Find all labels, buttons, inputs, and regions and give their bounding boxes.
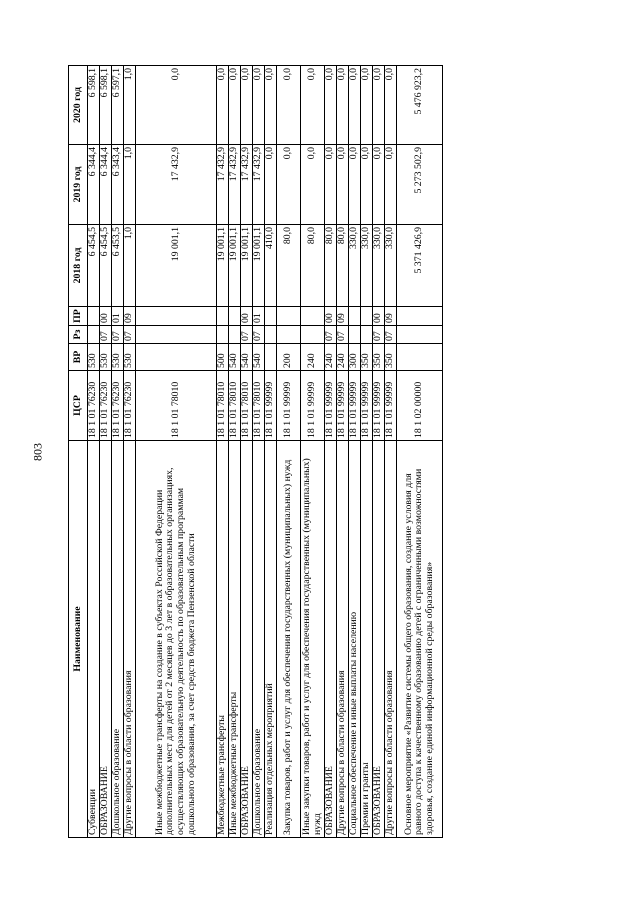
row-2019: 17 432,9 <box>241 145 253 225</box>
row-2020: 0,0 <box>361 66 373 145</box>
row-csr: 18 1 01 78010 <box>217 371 229 441</box>
table-row <box>88 66 100 838</box>
row-rz: 07 <box>241 326 253 344</box>
row-csr: 18 1 01 99999 <box>277 371 301 441</box>
row-csr: 18 1 01 78010 <box>241 371 253 441</box>
table-row <box>325 66 337 838</box>
row-2019: 17 432,9 <box>217 145 229 225</box>
row-rz: 07 <box>100 326 112 344</box>
row-name: Иные межбюджетные трансферты на создание в субъектах Российской Федерации дополнительных мест для детей от 2 месяцев до 3 лет в образовательных организациях, осуществляющих образовательную деятельность по образовательным программам дошкольного образования, за счет средств бюджета Пензенской области <box>136 441 217 838</box>
row-2020: 0,0 <box>241 66 253 145</box>
row-2019: 0,0 <box>385 145 397 225</box>
row-csr: 18 1 01 76230 <box>88 371 100 441</box>
row-csr: 18 1 01 99999 <box>301 371 325 441</box>
table-row <box>124 66 136 838</box>
row-csr: 18 1 01 99999 <box>361 371 373 441</box>
row-2020: 6 598,1 <box>88 66 100 145</box>
table-row <box>397 66 443 838</box>
row-vr: 540 <box>241 344 253 371</box>
row-vr: 530 <box>112 344 124 371</box>
row-vr: 540 <box>253 344 265 371</box>
row-rz <box>361 326 373 344</box>
row-2019: 17 432,9 <box>253 145 265 225</box>
row-rz: 07 <box>337 326 349 344</box>
row-2020: 1,0 <box>124 66 136 145</box>
table-row <box>385 66 397 838</box>
row-2018: 80,0 <box>325 225 337 307</box>
row-2018: 19 001,1 <box>253 225 265 307</box>
row-2018: 330,0 <box>361 225 373 307</box>
row-rz <box>88 326 100 344</box>
header-2018: 2018 год <box>69 225 88 307</box>
row-rz: 07 <box>373 326 385 344</box>
row-rz <box>265 326 277 344</box>
row-vr: 500 <box>217 344 229 371</box>
row-2018: 6 453,5 <box>112 225 124 307</box>
row-name: Дошкольное образование <box>253 441 265 838</box>
row-name: Иные закупки товаров, работ и услуг для обеспечения государственных (муниципальных) нужд <box>301 441 325 838</box>
row-csr: 18 1 01 78010 <box>253 371 265 441</box>
row-name: Иные межбюджетные трансферты <box>229 441 241 838</box>
row-vr: 240 <box>301 344 325 371</box>
row-rz <box>301 326 325 344</box>
row-2018: 6 454,5 <box>88 225 100 307</box>
row-pr: 00 <box>241 307 253 326</box>
row-vr <box>136 344 217 371</box>
row-rz: 07 <box>124 326 136 344</box>
row-2019: 0,0 <box>265 145 277 225</box>
row-2020: 0,0 <box>229 66 241 145</box>
header-2020: 2020 год <box>69 66 88 145</box>
row-2019: 0,0 <box>277 145 301 225</box>
row-2018: 19 001,1 <box>241 225 253 307</box>
table-row <box>349 66 361 838</box>
row-2019: 0,0 <box>373 145 385 225</box>
row-vr: 350 <box>373 344 385 371</box>
row-pr: 09 <box>337 307 349 326</box>
row-vr <box>265 344 277 371</box>
row-pr <box>349 307 361 326</box>
row-2018: 5 371 426,9 <box>397 225 443 307</box>
row-2020: 0,0 <box>301 66 325 145</box>
table-row <box>229 66 241 838</box>
row-2018: 80,0 <box>277 225 301 307</box>
header-pr: ПР <box>69 307 88 326</box>
row-pr <box>301 307 325 326</box>
row-2018: 19 001,1 <box>217 225 229 307</box>
row-2018: 80,0 <box>301 225 325 307</box>
row-2018: 410,0 <box>265 225 277 307</box>
row-2018: 80,0 <box>337 225 349 307</box>
row-2020: 0,0 <box>253 66 265 145</box>
table-row <box>337 66 349 838</box>
header-2019: 2019 год <box>69 145 88 225</box>
row-vr: 240 <box>337 344 349 371</box>
table-row <box>241 66 253 838</box>
row-pr: 00 <box>100 307 112 326</box>
row-2019: 0,0 <box>301 145 325 225</box>
row-2020: 6 597,1 <box>112 66 124 145</box>
row-csr: 18 1 01 99999 <box>373 371 385 441</box>
row-name: Дошкольное образование <box>112 441 124 838</box>
row-vr: 530 <box>124 344 136 371</box>
row-csr: 18 1 01 99999 <box>385 371 397 441</box>
table-row <box>361 66 373 838</box>
table-row <box>112 66 124 838</box>
row-2019: 17 432,9 <box>229 145 241 225</box>
row-2019: 0,0 <box>325 145 337 225</box>
row-vr: 540 <box>229 344 241 371</box>
row-2018: 1,0 <box>124 225 136 307</box>
page-number: 803 <box>30 443 45 461</box>
row-csr: 18 1 01 99999 <box>337 371 349 441</box>
table-row <box>373 66 385 838</box>
row-rz: 07 <box>253 326 265 344</box>
row-csr: 18 1 01 76230 <box>124 371 136 441</box>
row-pr <box>229 307 241 326</box>
table-row <box>265 66 277 838</box>
row-name: Другие вопросы в области образования <box>337 441 349 838</box>
row-pr <box>217 307 229 326</box>
header-rz: Рз <box>69 326 88 344</box>
row-2019: 17 432,9 <box>136 145 217 225</box>
row-rz <box>349 326 361 344</box>
row-rz <box>277 326 301 344</box>
table-row <box>277 66 301 838</box>
row-pr: 01 <box>112 307 124 326</box>
row-vr: 200 <box>277 344 301 371</box>
row-2020: 6 598,1 <box>100 66 112 145</box>
row-pr <box>265 307 277 326</box>
row-2020: 0,0 <box>325 66 337 145</box>
row-pr <box>88 307 100 326</box>
budget-table <box>68 65 443 838</box>
row-rz <box>397 326 443 344</box>
row-vr: 350 <box>361 344 373 371</box>
table-row <box>253 66 265 838</box>
row-2019: 0,0 <box>349 145 361 225</box>
row-2019: 0,0 <box>361 145 373 225</box>
row-name: Реализация отдельных мероприятий <box>265 441 277 838</box>
row-name: Межбюджетные трансферты <box>217 441 229 838</box>
header-vr: ВР <box>69 344 88 371</box>
row-vr: 530 <box>100 344 112 371</box>
row-rz <box>217 326 229 344</box>
row-name: Другие вопросы в области образования <box>385 441 397 838</box>
row-2019: 6 344,4 <box>88 145 100 225</box>
row-name: Закупка товаров, работ и услуг для обеспечения государственных (муниципальных) нужд <box>277 441 301 838</box>
row-pr: 09 <box>385 307 397 326</box>
row-csr: 18 1 01 78010 <box>136 371 217 441</box>
row-rz <box>229 326 241 344</box>
row-2019: 5 273 502,9 <box>397 145 443 225</box>
table-row <box>301 66 325 838</box>
row-pr <box>361 307 373 326</box>
row-name: Субвенции <box>88 441 100 838</box>
row-2020: 0,0 <box>265 66 277 145</box>
row-csr: 18 1 01 78010 <box>229 371 241 441</box>
row-csr: 18 1 01 99999 <box>265 371 277 441</box>
row-vr: 240 <box>325 344 337 371</box>
row-2020: 0,0 <box>217 66 229 145</box>
row-name: ОБРАЗОВАНИЕ <box>325 441 337 838</box>
table-row <box>217 66 229 838</box>
row-pr <box>277 307 301 326</box>
row-2020: 0,0 <box>373 66 385 145</box>
row-pr <box>397 307 443 326</box>
row-pr <box>136 307 217 326</box>
table-row <box>136 66 217 838</box>
row-rz: 07 <box>325 326 337 344</box>
row-2019: 6 343,4 <box>112 145 124 225</box>
row-vr <box>397 344 443 371</box>
row-2018: 19 001,1 <box>136 225 217 307</box>
row-2020: 0,0 <box>337 66 349 145</box>
row-2020: 0,0 <box>385 66 397 145</box>
row-name: Премии и гранты <box>361 441 373 838</box>
row-pr: 09 <box>124 307 136 326</box>
row-2020: 0,0 <box>136 66 217 145</box>
header-csr: ЦСР <box>69 371 88 441</box>
row-name: ОБРАЗОВАНИЕ <box>373 441 385 838</box>
row-csr: 18 1 01 99999 <box>349 371 361 441</box>
table-header-row <box>69 66 88 838</box>
row-name: ОБРАЗОВАНИЕ <box>241 441 253 838</box>
row-2018: 330,0 <box>385 225 397 307</box>
header-name: Наименование <box>69 441 88 838</box>
row-2020: 0,0 <box>277 66 301 145</box>
row-2018: 19 001,1 <box>229 225 241 307</box>
table-row <box>100 66 112 838</box>
row-name: ОБРАЗОВАНИЕ <box>100 441 112 838</box>
row-csr: 18 1 02 00000 <box>397 371 443 441</box>
row-name: Другие вопросы в области образования <box>124 441 136 838</box>
row-pr: 00 <box>373 307 385 326</box>
row-2019: 6 344,4 <box>100 145 112 225</box>
row-csr: 18 1 01 76230 <box>100 371 112 441</box>
row-2020: 5 476 923,2 <box>397 66 443 145</box>
row-2019: 1,0 <box>124 145 136 225</box>
row-csr: 18 1 01 99999 <box>325 371 337 441</box>
row-rz: 07 <box>385 326 397 344</box>
row-rz <box>136 326 217 344</box>
row-name: Основное мероприятие «Развитие системы общего образования, создание условия для равного доступа к качественному образованию детей с ограниченными возможностями здоровья, создание единой информационной среды образования» <box>397 441 443 838</box>
rotated-table-container <box>68 66 608 838</box>
row-csr: 18 1 01 76230 <box>112 371 124 441</box>
row-2020: 0,0 <box>349 66 361 145</box>
row-rz: 07 <box>112 326 124 344</box>
row-name: Социальное обеспечение и иные выплаты населению <box>349 441 361 838</box>
row-vr: 350 <box>385 344 397 371</box>
row-pr: 00 <box>325 307 337 326</box>
row-2018: 330,0 <box>373 225 385 307</box>
row-2019: 0,0 <box>337 145 349 225</box>
row-2018: 6 454,5 <box>100 225 112 307</box>
row-2018: 330,0 <box>349 225 361 307</box>
row-pr: 01 <box>253 307 265 326</box>
row-vr: 530 <box>88 344 100 371</box>
row-vr: 300 <box>349 344 361 371</box>
